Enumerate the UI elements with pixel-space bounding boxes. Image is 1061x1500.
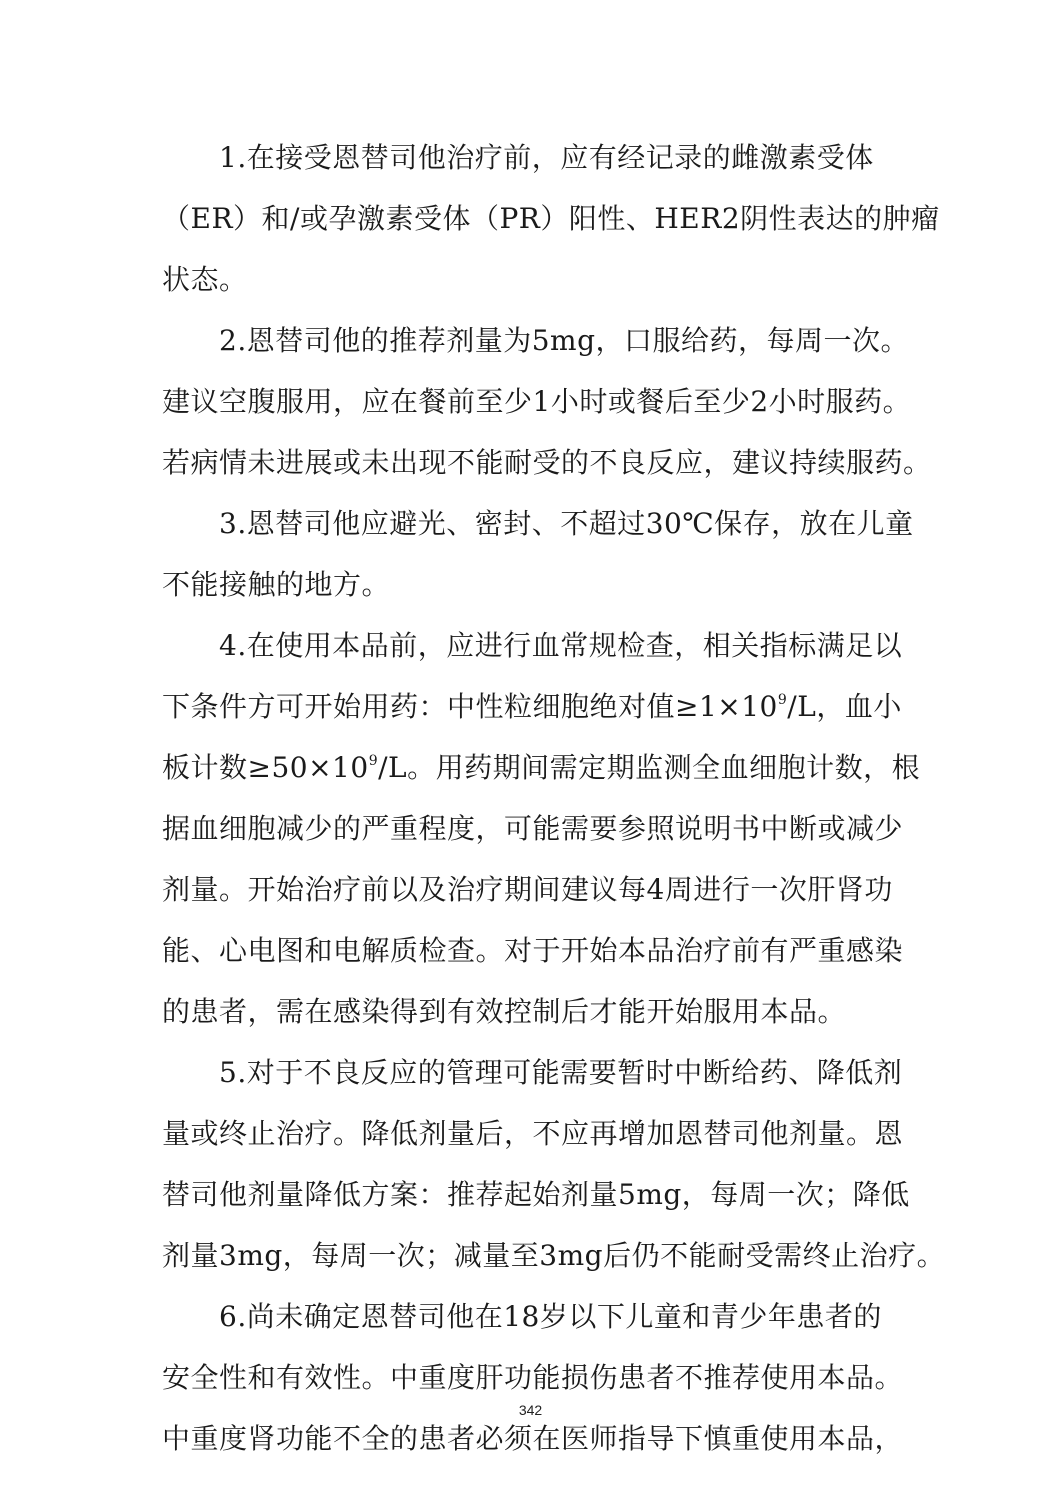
paragraph-4-line-5: 剂量。开始治疗前以及治疗期间建议每4周进行一次肝肾功 (162, 873, 893, 906)
paragraph-2-line-1: 2.恩替司他的推荐剂量为5mg，口服给药，每周一次。 (219, 324, 910, 357)
paragraph-1-line-2: （ER）和/或孕激素受体（PR）阳性、HER2阴性表达的肿瘤 (162, 202, 940, 235)
paragraph-4-line-1: 4.在使用本品前，应进行血常规检查，相关指标满足以 (219, 629, 903, 662)
paragraph-2-line-3: 若病情未进展或未出现不能耐受的不良反应，建议持续服药。 (162, 446, 932, 479)
paragraph-4-line-2-text-b: /L，血小 (787, 690, 902, 723)
paragraph-4-line-2-text-a: 下条件方可开始用药：中性粒细胞绝对值≥1×10 (162, 690, 778, 723)
paragraph-2-line-2: 建议空腹服用，应在餐前至少1小时或餐后至少2小时服药。 (162, 385, 912, 418)
paragraph-4-line-3-text-a: 板计数≥50×10 (162, 751, 369, 784)
paragraph-3-line-1: 3.恩替司他应避光、密封、不超过30℃保存，放在儿童 (219, 507, 914, 540)
paragraph-1-line-1: 1.在接受恩替司他治疗前，应有经记录的雌激素受体 (219, 141, 874, 174)
paragraph-4-line-2 (162, 676, 902, 737)
paragraph-4-line-4: 据血细胞减少的严重程度，可能需要参照说明书中断或减少 (162, 812, 904, 845)
paragraph-4-line-7: 的患者，需在感染得到有效控制后才能开始服用本品。 (162, 995, 847, 1028)
paragraph-5-line-1: 5.对于不良反应的管理可能需要暂时中断给药、降低剂 (219, 1056, 903, 1089)
paragraph-3-line-2: 不能接触的地方。 (162, 568, 391, 601)
paragraph-4-line-3-superscript: 9 (368, 753, 379, 769)
paragraph-4-line-3 (162, 737, 921, 798)
paragraph-5-line-2: 量或终止治疗。降低剂量后，不应再增加恩替司他剂量。恩 (162, 1117, 904, 1150)
paragraph-5-line-4: 剂量3mg，每周一次；减量至3mg后仍不能耐受需终止治疗。 (162, 1239, 946, 1272)
document-body (162, 127, 946, 1469)
paragraph-6-line-3: 中重度肾功能不全的患者必须在医师指导下慎重使用本品， (162, 1422, 904, 1455)
paragraph-6-line-2: 安全性和有效性。中重度肝功能损伤患者不推荐使用本品。 (162, 1361, 904, 1394)
paragraph-4-line-6: 能、心电图和电解质检查。对于开始本品治疗前有严重感染 (162, 934, 904, 967)
page-number: 342 (518, 1402, 543, 1418)
paragraph-1-line-3: 状态。 (162, 263, 248, 296)
paragraph-6-line-1: 6.尚未确定恩替司他在18岁以下儿童和青少年患者的 (219, 1300, 882, 1333)
paragraph-4-line-2-superscript: 9 (777, 692, 788, 708)
paragraph-4-line-3-text-b: /L。用药期间需定期监测全血细胞计数，根 (378, 751, 921, 784)
paragraph-5-line-3: 替司他剂量降低方案：推荐起始剂量5mg，每周一次；降低 (162, 1178, 910, 1211)
